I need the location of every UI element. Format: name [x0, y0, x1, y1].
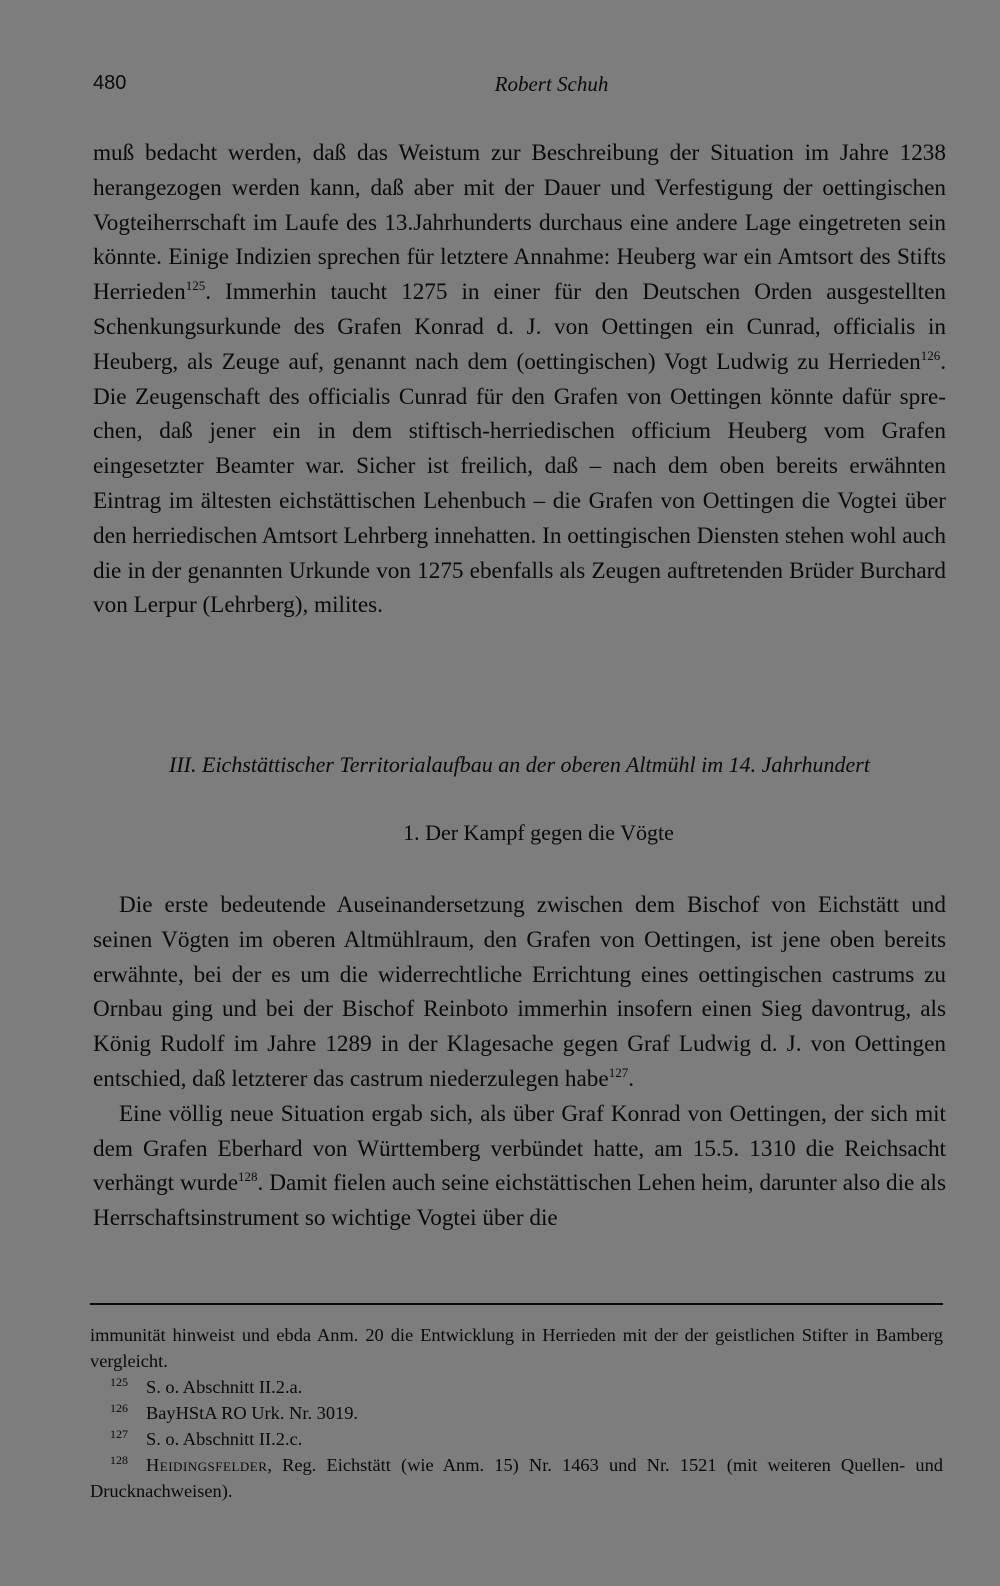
footnote-ref-127[interactable]: 127 — [608, 1064, 629, 1080]
paragraph-1-text-b: . Immerhin taucht 1275 in einer für den Deutschen Orden ausgestellten Schenkungsurkunde des Grafen Konrad d. J. von Oettingen ein Cunrad, officialis in Heuberg, als Zeuge auf, genannt nach dem (oettingischen) Vogt Ludwig zu Herrieden — [93, 279, 946, 375]
page-number: 480 — [93, 72, 127, 94]
footnote-ref-126[interactable]: 126 — [920, 347, 941, 363]
footnote-ref-125[interactable]: 125 — [185, 278, 206, 294]
subsection-heading: 1. Der Kampf gegen die Vögte — [403, 820, 674, 845]
paragraph-1 — [93, 136, 946, 623]
paragraph-2 — [93, 888, 946, 1097]
footnote-author: Heidingsfelder — [146, 1455, 268, 1475]
body-text-bottom — [93, 888, 946, 1236]
footnote-separator — [90, 1303, 943, 1305]
footnote-125: 125 S. o. Abschnitt II.2.a. — [110, 1375, 303, 1397]
paragraph-1-text-a: muß bedacht werden, daß das Weistum zur Beschreibung der Situation im Jahre 1238 herangezogen werden kann, daß aber mit der Dauer und Verfestigung der oettingischen Vogteiherrschaft im Laufe des 13.Jahrhunderts durchaus eine andere Lage eingetreten sein könnte. Einige Indizien sprechen für letztere Annahme: Heuberg war ein Amtsort des Stifts Herrieden — [93, 140, 946, 306]
footnote-126: 126 BayHStA RO Urk. Nr. 3019. — [110, 1401, 359, 1423]
running-head-author: Robert Schuh — [494, 72, 609, 96]
paragraph-2-text-a: Die erste bedeutende Auseinandersetzung zwischen dem Bischof von Eichstätt und seinen Vögten im oberen Altmühlraum, den Grafen von Oettingen, ist jene oben bereits erwähnte, bei der es um die widerrechtliche Errichtung eines oettingischen castrums zu Ornbau ging und bei der Bischof Reinboto immerhin insofern einen Sieg davontrug, als König Rudolf im Jahre 1289 in der Klagesache gegen Graf Ludwig d. J. von Oettingen entschied, daß letzterer das castrum niederzulegen habe — [93, 892, 946, 1092]
footnote-text: , Reg. Eichstätt (wie Anm. 15) Nr. 1463 und Nr. 1521 (mit weiteren Quellen- und Drucknachweisen). — [90, 1455, 943, 1501]
footnotes — [90, 1322, 943, 1504]
footnote-127: 127 S. o. Abschnitt II.2.c. — [110, 1427, 303, 1449]
footnote-128: 128 Heidingsfelder, Reg. Eichstätt (wie Anm. 15) Nr. 1463 und Nr. 1521 (mit weiteren Quellen- und Drucknachweisen). — [90, 1453, 943, 1501]
section-heading: III. Eichstättischer Territorialaufbau an der oberen Altmühl im 14. Jahrhundert — [169, 752, 870, 777]
footnote-continuation: immunität hinweist und ebda Anm. 20 die Entwicklung in Herrieden mit der der geistlichen Stifter in Bamberg vergleicht. — [90, 1325, 943, 1371]
paragraph-1-text-c: . Die Zeugenschaft des officialis Cunrad für den Grafen von Oettingen könnte dafür sprechen, daß jener ein in dem stiftisch-herriedischen officium Heuberg vom Grafen eingesetzter Beamter war. Sicher ist freilich, daß – nach dem oben bereits erwähnten Eintrag im ältesten eichstättischen Lehenbuch – die Grafen von Oettingen die Vogtei über den herriedischen Amtsort Lehrberg innehatten. In oettingischen Diensten stehen wohl auch die in der genannten Urkunde von 1275 ebenfalls als Zeugen auftretenden Brüder Burchard von Lerpur (Lehrberg), milites. — [93, 348, 946, 619]
footnote-text: S. o. Abschnitt II.2.c. — [146, 1429, 303, 1449]
footnote-text: BayHStA RO Urk. Nr. 3019. — [146, 1403, 359, 1423]
footnote-text: S. o. Abschnitt II.2.a. — [146, 1377, 303, 1397]
paragraph-3-text-a: Eine völlig neue Situation ergab sich, als über Graf Konrad von Oettingen, der sich mit dem Grafen Eberhard von Württemberg verbündet hatte, am 15.5. 1310 die Reichsacht verhängt wurde — [93, 1100, 946, 1197]
paragraph-3 — [93, 1097, 946, 1236]
paragraph-3-text-b: . Damit fielen auch seine eichstättischen Lehen heim, darunter also die als Herrschaftsinstrument so wichtige Vogtei über die — [93, 1170, 947, 1232]
body-text-top — [93, 136, 946, 623]
footnote-ref-128[interactable]: 128 — [238, 1169, 258, 1185]
running-head — [93, 72, 938, 102]
paragraph-2-text-b: . — [628, 1065, 634, 1092]
